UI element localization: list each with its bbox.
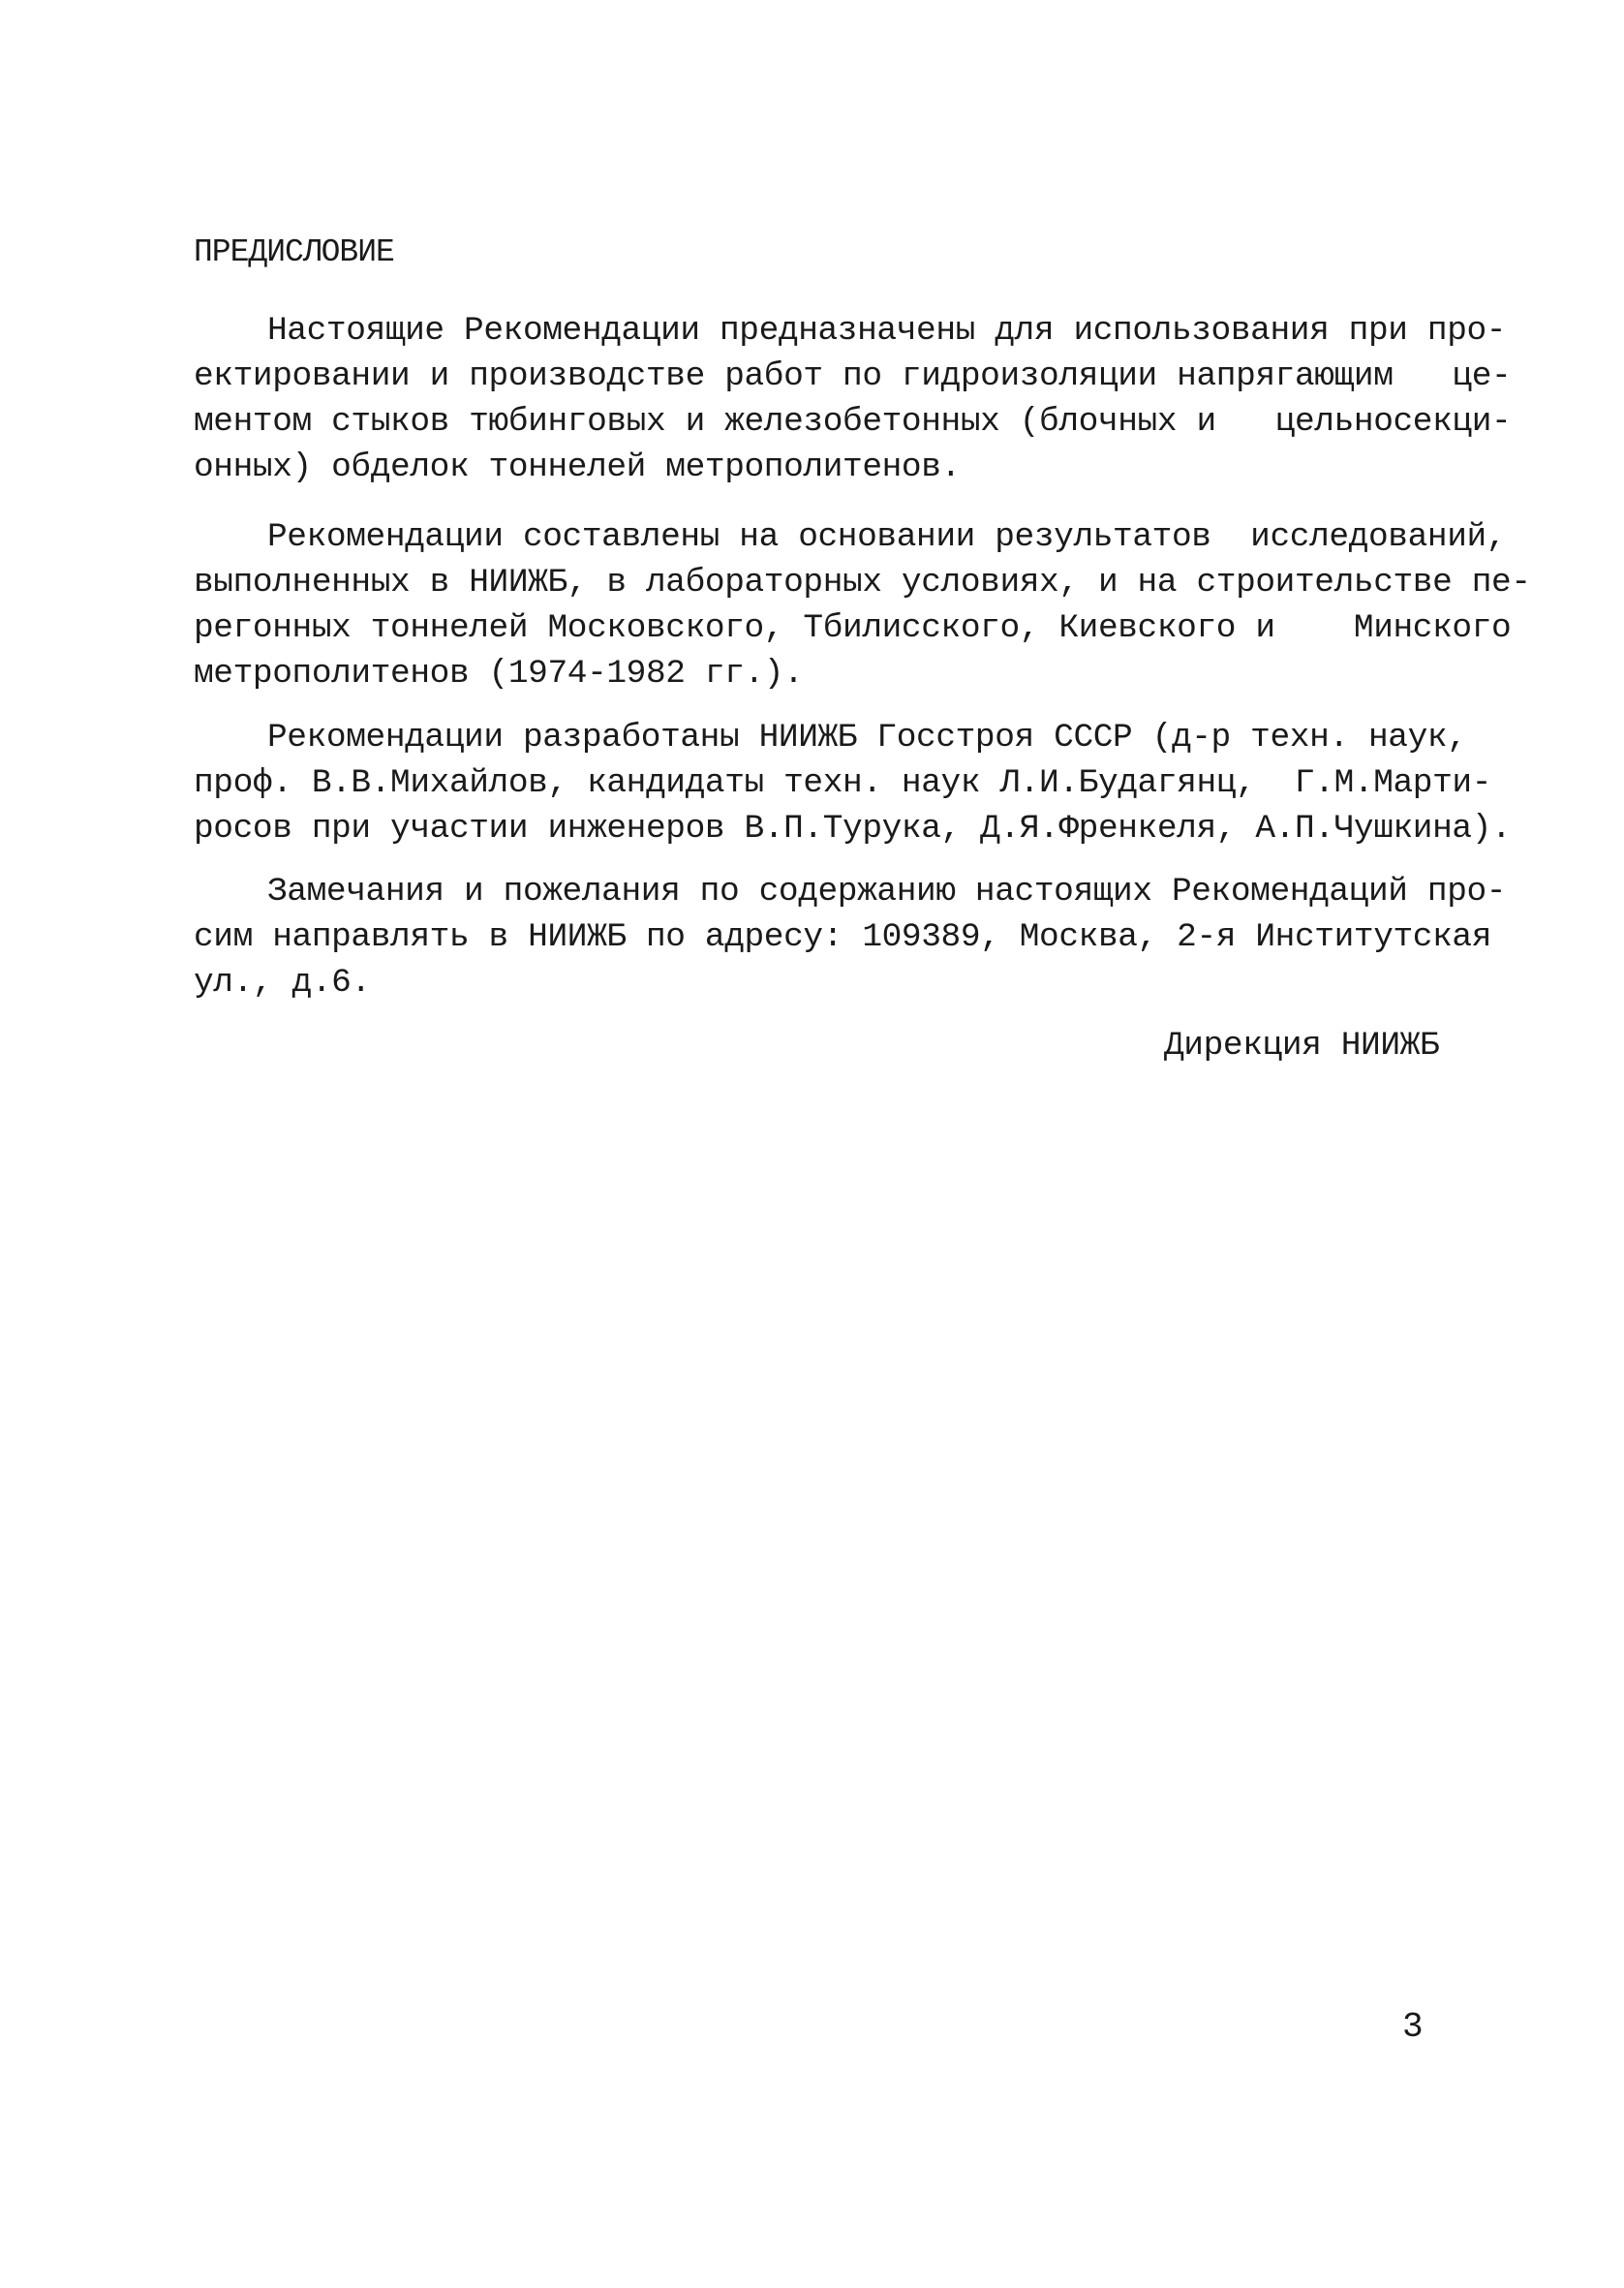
paragraph-line: Рекомендации составлены на основании результатов исследований,: [267, 518, 1507, 556]
paragraph-line: ектировании и производстве работ по гидроизоляции напрягающим це-: [194, 357, 1512, 395]
paragraph-line: ул., д.6.: [194, 964, 371, 1002]
paragraph-line: метрополитенов (1974-1982 гг.).: [194, 655, 804, 693]
paragraph-line: сим направлять в НИИЖБ по адресу: 109389, Москва, 2-я Институтская: [194, 918, 1492, 956]
page-number: 3: [1402, 2007, 1424, 2047]
signature: Дирекция НИИЖБ: [1164, 1027, 1440, 1065]
paragraph-line: росов при участии инженеров В.П.Турука, Д.Я.Френкеля, А.П.Чушкина).: [194, 810, 1512, 848]
paragraph-line: онных) обделок тоннелей метрополитенов.: [194, 448, 961, 486]
paragraph-line: Настоящие Рекомендации предназначены для использования при про-: [267, 312, 1507, 350]
paragraph-line: выполненных в НИИЖБ, в лабораторных условиях, и на строительстве пе-: [194, 564, 1531, 602]
page-heading: ПРЕДИСЛОВИЕ: [194, 234, 394, 270]
paragraph-line: Рекомендации разработаны НИИЖБ Госстроя СССР (д-р техн. наук,: [267, 719, 1467, 757]
paragraph-line: Замечания и пожелания по содержанию настоящих Рекомендаций про-: [267, 873, 1507, 911]
paragraph-line: ментом стыков тюбинговых и железобетонных (блочных и цельносекци-: [194, 403, 1512, 441]
paragraph-line: регонных тоннелей Московского, Тбилисского, Киевского и Минского: [194, 609, 1512, 647]
paragraph-line: проф. В.В.Михайлов, кандидаты техн. наук Л.И.Будагянц, Г.М.Марти-: [194, 764, 1492, 802]
